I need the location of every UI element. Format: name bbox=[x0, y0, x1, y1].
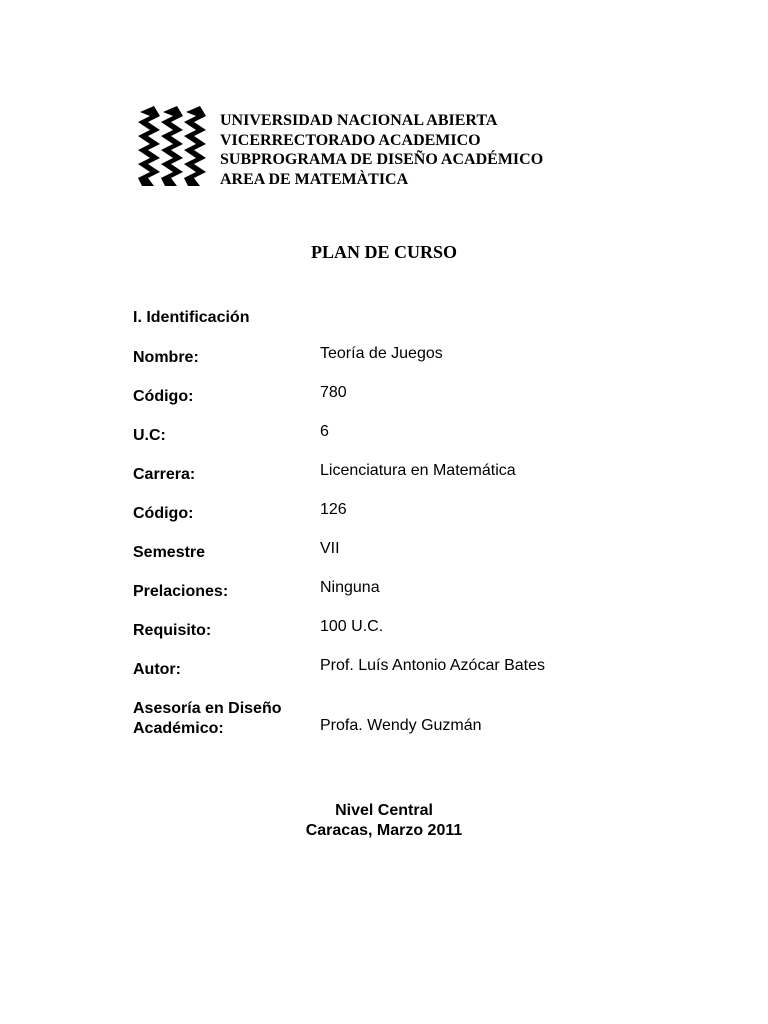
document-title: PLAN DE CURSO bbox=[310, 242, 457, 262]
field-row-prelaciones bbox=[133, 579, 693, 601]
header-line-vicerrectorado: VICERRECTORADO ACADEMICO bbox=[220, 131, 481, 149]
field-label bbox=[133, 699, 282, 738]
university-logo-icon bbox=[138, 106, 208, 186]
field-row-requisito bbox=[133, 618, 693, 640]
header-line-university: UNIVERSIDAD NACIONAL ABIERTA bbox=[220, 112, 498, 129]
field-label: Código: bbox=[133, 388, 194, 405]
field-value: Licenciatura en Matemática bbox=[320, 462, 516, 479]
field-label-line1: Asesoría en Diseño bbox=[133, 700, 282, 717]
field-row-codigo-carrera bbox=[133, 501, 693, 523]
footer-date: Caracas, Marzo 2011 bbox=[305, 822, 463, 839]
field-row-nombre bbox=[133, 345, 693, 367]
field-row-autor bbox=[133, 657, 693, 679]
field-value: VII bbox=[320, 540, 340, 557]
field-value: 780 bbox=[320, 384, 347, 401]
field-label-line2: Académico: bbox=[133, 719, 224, 737]
field-value: 126 bbox=[320, 501, 347, 518]
field-label: U.C: bbox=[133, 427, 166, 444]
field-row-codigo bbox=[133, 384, 693, 406]
field-row-asesoria bbox=[133, 699, 693, 743]
field-label: Nombre: bbox=[133, 349, 199, 366]
section-heading: I. Identificación bbox=[133, 309, 250, 326]
field-label: Prelaciones: bbox=[133, 583, 229, 600]
field-label: Requisito: bbox=[133, 622, 212, 639]
field-label: Autor: bbox=[133, 661, 181, 678]
field-value: Teoría de Juegos bbox=[320, 345, 443, 362]
header-line-subprograma: SUBPROGRAMA DE DISEÑO ACADÉMICO bbox=[220, 151, 544, 168]
header-line-area: AREA DE MATEMÀTICA bbox=[220, 170, 409, 188]
field-label: Semestre bbox=[133, 544, 206, 561]
field-value: Profa. Wendy Guzmán bbox=[320, 717, 482, 734]
institution-header bbox=[220, 111, 543, 189]
document-footer bbox=[0, 801, 768, 841]
field-value: 100 U.C. bbox=[320, 618, 384, 635]
field-value: Ninguna bbox=[320, 579, 380, 596]
field-label: Código: bbox=[133, 505, 194, 522]
field-row-carrera bbox=[133, 462, 693, 484]
field-label: Carrera: bbox=[133, 466, 196, 483]
field-row-semestre bbox=[133, 540, 693, 562]
field-row-uc bbox=[133, 423, 693, 445]
footer-location: Nivel Central bbox=[335, 802, 433, 819]
field-value: 6 bbox=[320, 423, 329, 440]
field-value: Prof. Luís Antonio Azócar Bates bbox=[320, 657, 546, 674]
